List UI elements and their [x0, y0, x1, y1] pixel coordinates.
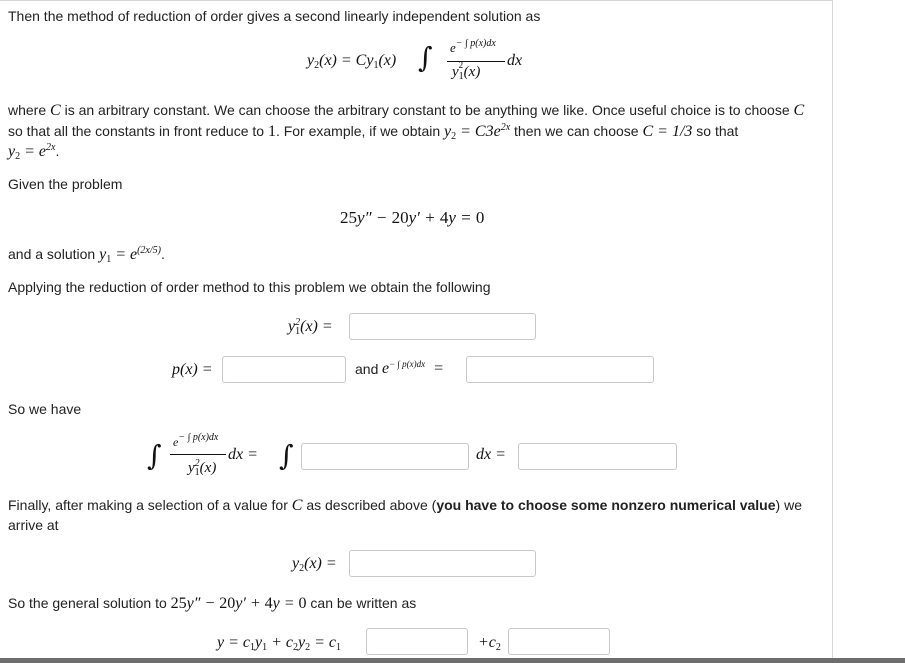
formula-dx: dx [507, 52, 523, 69]
dx-eq-label: dx = [476, 446, 506, 463]
integral-sign-icon: ∫ [418, 41, 433, 74]
formula-lhs: $y_2(x) = Cy_1(x)$ [307, 52, 397, 71]
y2-label: $y_2(x)$ = [292, 555, 337, 574]
explain-line-2: so that all the constants in front reduce to 1. For example, if we obtain $y_2 = C3e^{2x}$ then we can choose C = 1/3 so that [8, 122, 739, 142]
integral-denominator: $y_1^2(x)$ [188, 458, 217, 478]
integral-result-input[interactable] [518, 443, 677, 470]
finally-line-2: arrive at [8, 517, 59, 533]
p-label: p(x) = [172, 361, 213, 378]
formula-denominator: y $_{2 1}$(x) [452, 60, 481, 82]
y2-input[interactable] [349, 550, 536, 577]
c1-term-input[interactable] [366, 628, 468, 655]
ode-equation: 25y″ − 20y′ + 4y = 0 [340, 208, 485, 227]
exp-label: $e^{- \int p(x)dx}$ = [382, 359, 444, 377]
plus-c2-label: $+c_2$ [478, 634, 501, 653]
bottom-scrollbar[interactable] [0, 658, 905, 663]
solution-text: and a solution $y_1 = e^{(2x/5)}$. [8, 245, 165, 265]
integral-sign-icon: ∫ [147, 439, 162, 472]
integral-sign-icon-2: ∫ [279, 439, 294, 472]
integral-numerator: $e^{- \int p(x)dx}$ [173, 432, 219, 449]
applying-text: Applying the reduction of order method to this problem we obtain the following [8, 279, 491, 295]
integral-dx-eq: dx = [228, 446, 258, 463]
and-label: and [355, 361, 379, 377]
given-text: Given the problem [8, 176, 123, 192]
explain-line-1: where C is an arbitrary constant. We can choose the arbitrary constant to be anything we like. Once useful choice is to choose C [8, 102, 805, 119]
finally-line-1: Finally, after making a selection of a value for C as described above (you have to choose some nonzero numerical value) we [8, 497, 802, 514]
integral-fraction-line [170, 454, 226, 455]
exp-input[interactable] [466, 356, 654, 383]
finally-bold: you have to choose some nonzero numerical value [436, 497, 776, 513]
y1sq-label: $y_1^2(x)$ = [288, 317, 333, 337]
y1sq-input[interactable] [349, 313, 536, 340]
general-equation: $y = c_1y_1 + c_2y_2 = c_1$ [217, 634, 342, 653]
formula-fraction-line [447, 61, 505, 62]
general-text: So the general solution to 25y″ − 20y′ + 4y = 0 can be written as [8, 595, 417, 612]
explain-line-3: $y_2 = e^{2x}$. [8, 142, 60, 162]
p-input[interactable] [222, 356, 346, 383]
formula-numerator: $e^{- \int p(x)dx}$ [450, 38, 496, 55]
so-we-have-text: So we have [8, 401, 82, 417]
c2-term-input[interactable] [508, 628, 610, 655]
integrand-input[interactable] [301, 443, 469, 470]
intro-text: Then the method of reduction of order gives a second linearly independent solution as [8, 8, 541, 24]
